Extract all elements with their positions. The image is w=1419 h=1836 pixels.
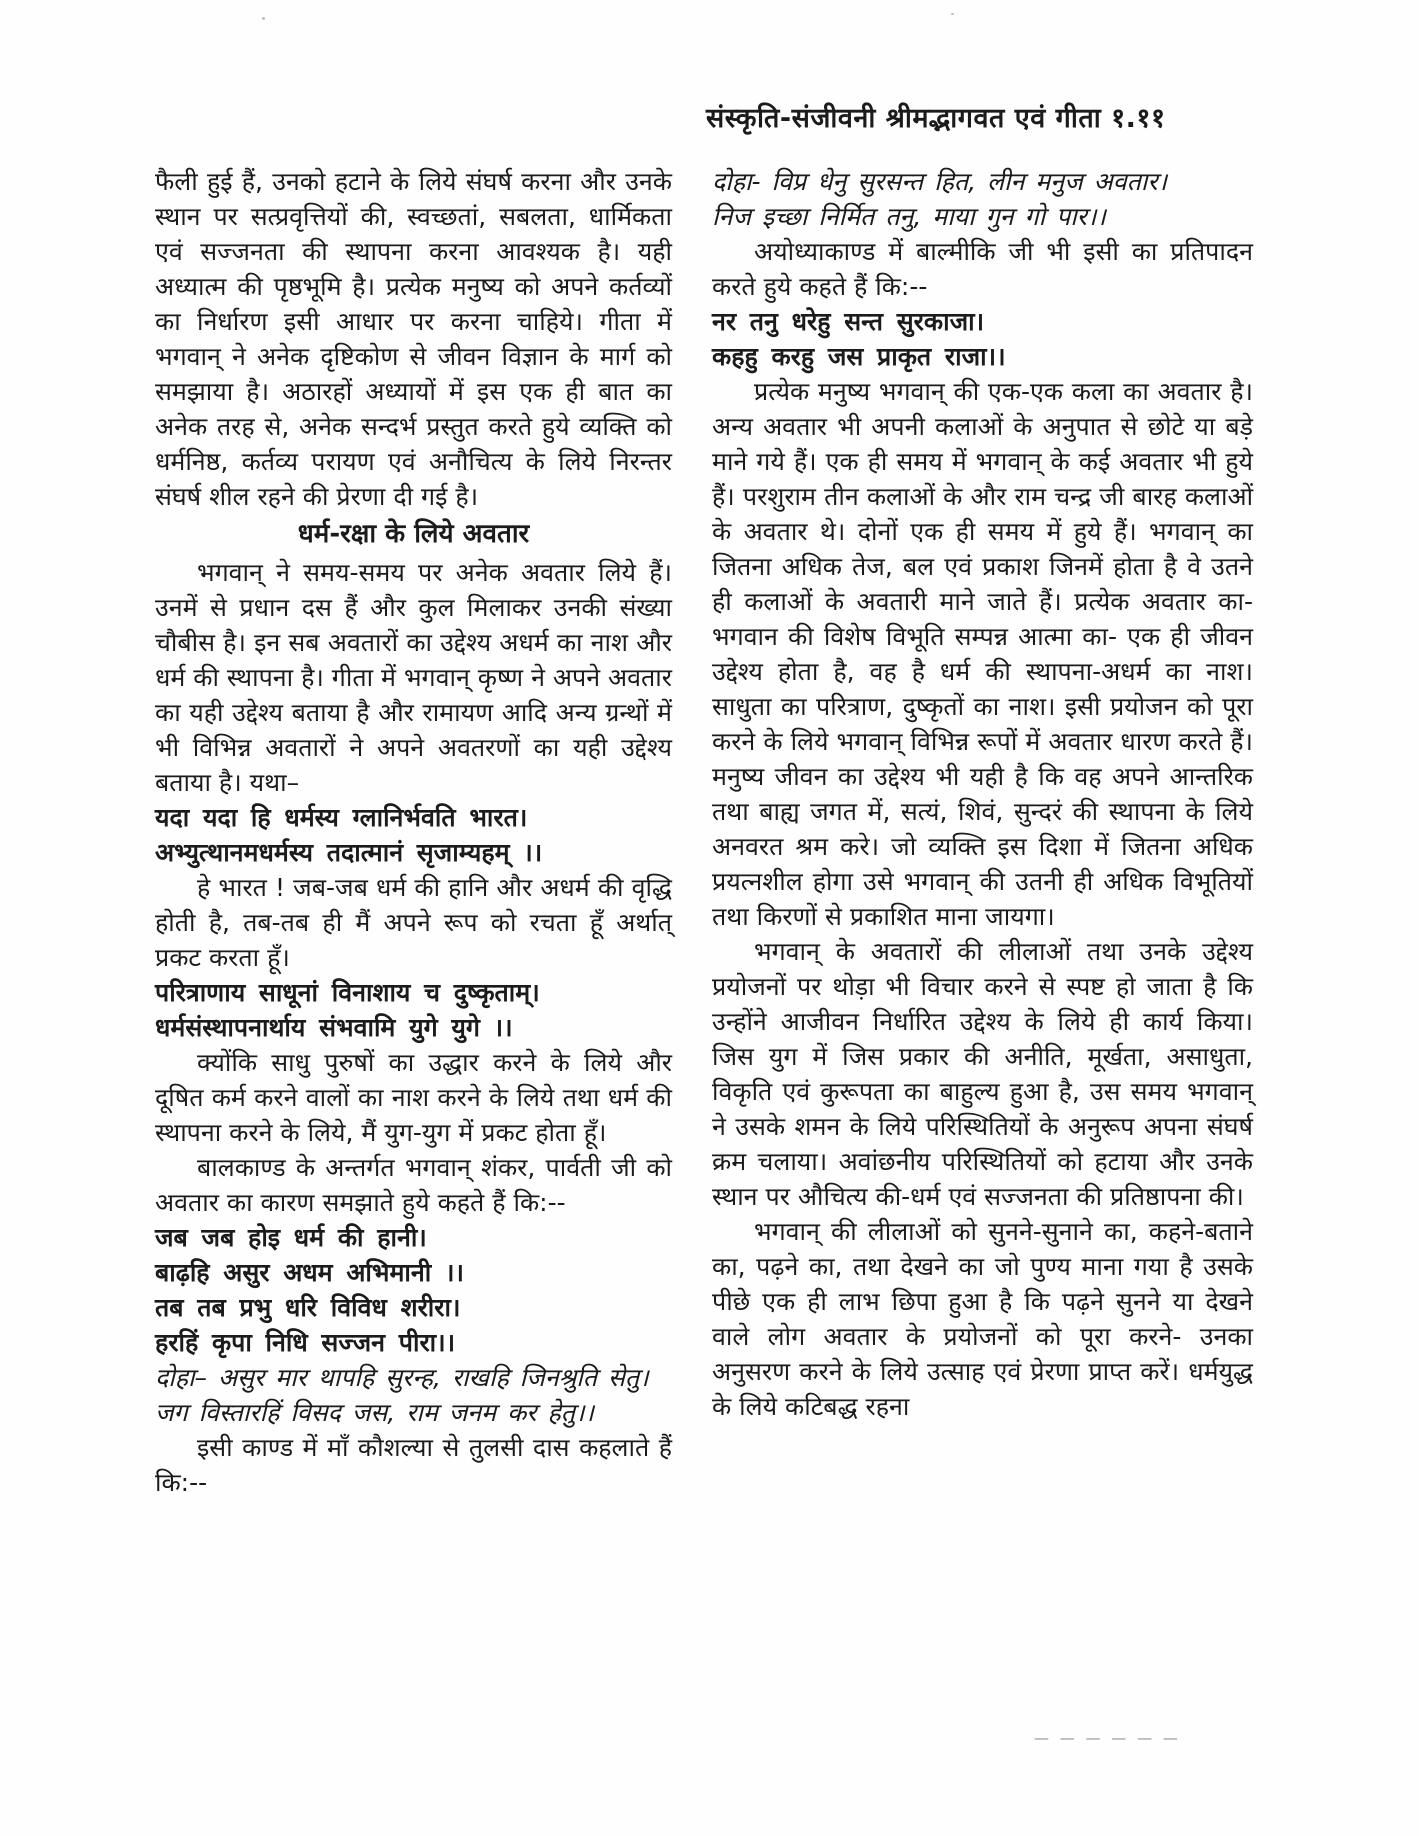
shloka-line: परित्राणाय साधूनां विनाशाय च दुष्कृताम्। <box>155 978 540 1007</box>
chaupai-line: कहहु करहु जस प्राकृत राजा।। <box>712 342 1006 371</box>
right-column <box>712 164 1253 1424</box>
shloka-line: धर्मसंस्थापनार्थाय संभवामि युगे युगे ।। <box>155 1013 513 1042</box>
scan-speck <box>951 13 954 15</box>
paragraph-leela-vichar: भगवान् के अवतारों की लीलाओं तथा उनके उद्देश्य प्रयोजनों पर थोड़ा भी विचार करने से स्पष्ट हो जाता है कि उन्होंने आजीवन निर्धारित उद्देश्य के लिये ही कार्य किया। जिस युग में जिस प्रकार की अनीति, मूर्खता, असाधुता, विकृति एवं कुरूपता का बाहुल्य हुआ है, उस समय भगवान् ने उसके शमन के लिये परिस्थितियों के अनुरूप अपना संघर्ष क्रम चलाया। अवांछनीय परिस्थितियों को हटाया और उनके स्थान पर औचित्य की-धर्म एवं सज्जनता की प्रतिष्ठापना की। <box>712 937 1253 1211</box>
running-header: संस्कृति-संजीवनी श्रीमद्भागवत एवं गीता १.११ <box>706 103 1166 134</box>
chaupai-line: नर तनु धरेहु सन्त सुरकाजा। <box>712 307 985 336</box>
doha-line: निज इच्छा निर्मित तनु, माया गुन गो पार।। <box>712 202 1106 231</box>
paragraph-he-bharat: हे भारत ! जब-जब धर्म की हानि और अधर्म की वृद्धि होती है, तब-तब ही मैं अपने रूप को रचता हूँ अर्थात् प्रकट करता हूँ। <box>155 873 672 972</box>
chaupai-line: बाढ़हि असुर अधम अभिमानी ।। <box>155 1258 464 1287</box>
chaupai-line: तब तब प्रभु धरि विविध शरीरा। <box>155 1293 461 1322</box>
doha-line: जग विस्तारहिं विसद जस, राम जनम कर हेतु।। <box>155 1398 594 1427</box>
paragraph-balkand: बालकाण्ड के अन्तर्गत भगवान् शंकर, पार्वती जी को अवतार का कारण समझाते हुये कहते हैं कि:-- <box>155 1153 672 1217</box>
left-column <box>155 164 672 1500</box>
shloka-line: यदा यदा हि धर्मस्य ग्लानिर्भवति भारत। <box>155 803 528 832</box>
paragraph-continuation: फैली हुई हैं, उनको हटाने के लिये संघर्ष करना और उनके स्थान पर सत्प्रवृत्तियों की, स्वच्छतां, सबलता, धार्मिकता एवं सज्जनता की स्थापना करना आवश्यक है। यही अध्यात्म की पृष्ठभूमि है। प्रत्येक मनुष्य को अपने कर्तव्यों का निर्धारण इसी आधार पर करना चाहिये। गीता में भगवान् ने अनेक दृष्टिकोण से जीवन विज्ञान के मार्ग को समझाया है। अठारहों अध्यायों में इस एक ही बात का अनेक तरह से, अनेक सन्दर्भ प्रस्तुत करते हुये व्यक्ति को धर्मनिष्ठ, कर्तव्य परायण एवं अनौचित्य के लिये निरन्तर संघर्ष शील रहने की प्रेरणा दी गई है। <box>155 167 672 511</box>
paragraph-isi-kand: इसी काण्ड में माँ कौशल्या से तुलसी दास कहलाते हैं कि:-- <box>155 1433 672 1497</box>
footer-dash-marks: — — — — — — <box>1034 1729 1181 1747</box>
doha-line: दोहा- विप्र धेनु सुरसन्त हित, लीन मनुज अवतार। <box>712 167 1168 196</box>
paragraph-ayodhya: अयोध्याकाण्ड में बाल्मीकि जी भी इसी का प्रतिपादन करते हुये कहते हैं कि:-- <box>712 237 1253 301</box>
paragraph-avatar-intro: भगवान् ने समय-समय पर अनेक अवतार लिये हैं। उनमें से प्रधान दस हैं और कुल मिलाकर उनकी संख्या चौबीस है। इन सब अवतारों का उद्देश्य अधर्म का नाश और धर्म की स्थापना है। गीता में भगवान् कृष्ण ने अपने अवतार का यही उद्देश्य बताया है और रामायण आदि अन्य ग्रन्थों में भी विभिन्न अवतारों ने अपने अवतरणों का यही उद्देश्य बताया है। यथा– <box>155 558 672 797</box>
paragraph-pratyek-manushya: प्रत्येक मनुष्य भगवान् की एक-एक कला का अवतार है। अन्य अवतार भी अपनी कलाओं के अनुपात से छोटे या बड़े माने गये हैं। एक ही समय में भगवान् के कई अवतार भी हुये हैं। परशुराम तीन कलाओं के और राम चन्द्र जी बारह कलाओं के अवतार थे। दोनों एक ही समय में हुये हैं। भगवान् का जितना अधिक तेज, बल एवं प्रकाश जिनमें होता है वे उतने ही कलाओं के अवतारी माने जाते हैं। प्रत्येक अवतार का-भगवान की विशेष विभूति सम्पन्न आत्मा का- एक ही जीवन उद्देश्य होता है, वह है धर्म की स्थापना-अधर्म का नाश। साधुता का परित्राण, दुष्कृतों का नाश। इसी प्रयोजन को पूरा करने के लिये भगवान् विभिन्न रूपों में अवतार धारण करते हैं। मनुष्य जीवन का उद्देश्य भी यही है कि वह अपने आन्तरिक तथा बाह्य जगत में, सत्यं, शिवं, सुन्दरं की स्थापना के लिये अनवरत श्रम करे। जो व्यक्ति इस दिशा में जितना अधिक प्रयत्नशील होगा उसे भगवान् की उतनी ही अधिक विभूतियों तथा किरणों से प्रकाशित माना जायगा। <box>712 377 1253 931</box>
paragraph-kyonki: क्योंकि साधु पुरुषों का उद्धार करने के लिये और दूषित कर्म करने वालों का नाश करने के लिये तथा धर्म की स्थापना करने के लिये, मैं युग-युग में प्रकट होता हूँ। <box>155 1048 672 1147</box>
paragraph-leela-sunane: भगवान् की लीलाओं को सुनने-सुनाने का, कहने-बताने का, पढ़ने का, तथा देखने का जो पुण्य माना गया है उसके पीछे एक ही लाभ छिपा हुआ है कि पढ़ने सुनने या देखने वाले लोग अवतार के प्रयोजनों को पूरा करने- उनका अनुसरण करने के लिये उत्साह एवं प्रेरणा प्राप्त करें। धर्मयुद्ध के लिये कटिबद्ध रहना <box>712 1217 1253 1421</box>
shloka-line: अभ्युत्थानमधर्मस्य तदात्मानं सृजाम्यहम् ।। <box>155 838 543 867</box>
chaupai-line: हरहिं कृपा निधि सज्जन पीरा।। <box>155 1328 456 1357</box>
section-heading: धर्म-रक्षा के लिये अवतार <box>297 519 530 549</box>
doha-line: दोहा– असुर मार थापहि सुरन्ह, राखहि जिनश्रुति सेतु। <box>155 1363 649 1392</box>
chaupai-line: जब जब होइ धर्म की हानी। <box>155 1223 427 1252</box>
scan-speck <box>262 17 265 20</box>
